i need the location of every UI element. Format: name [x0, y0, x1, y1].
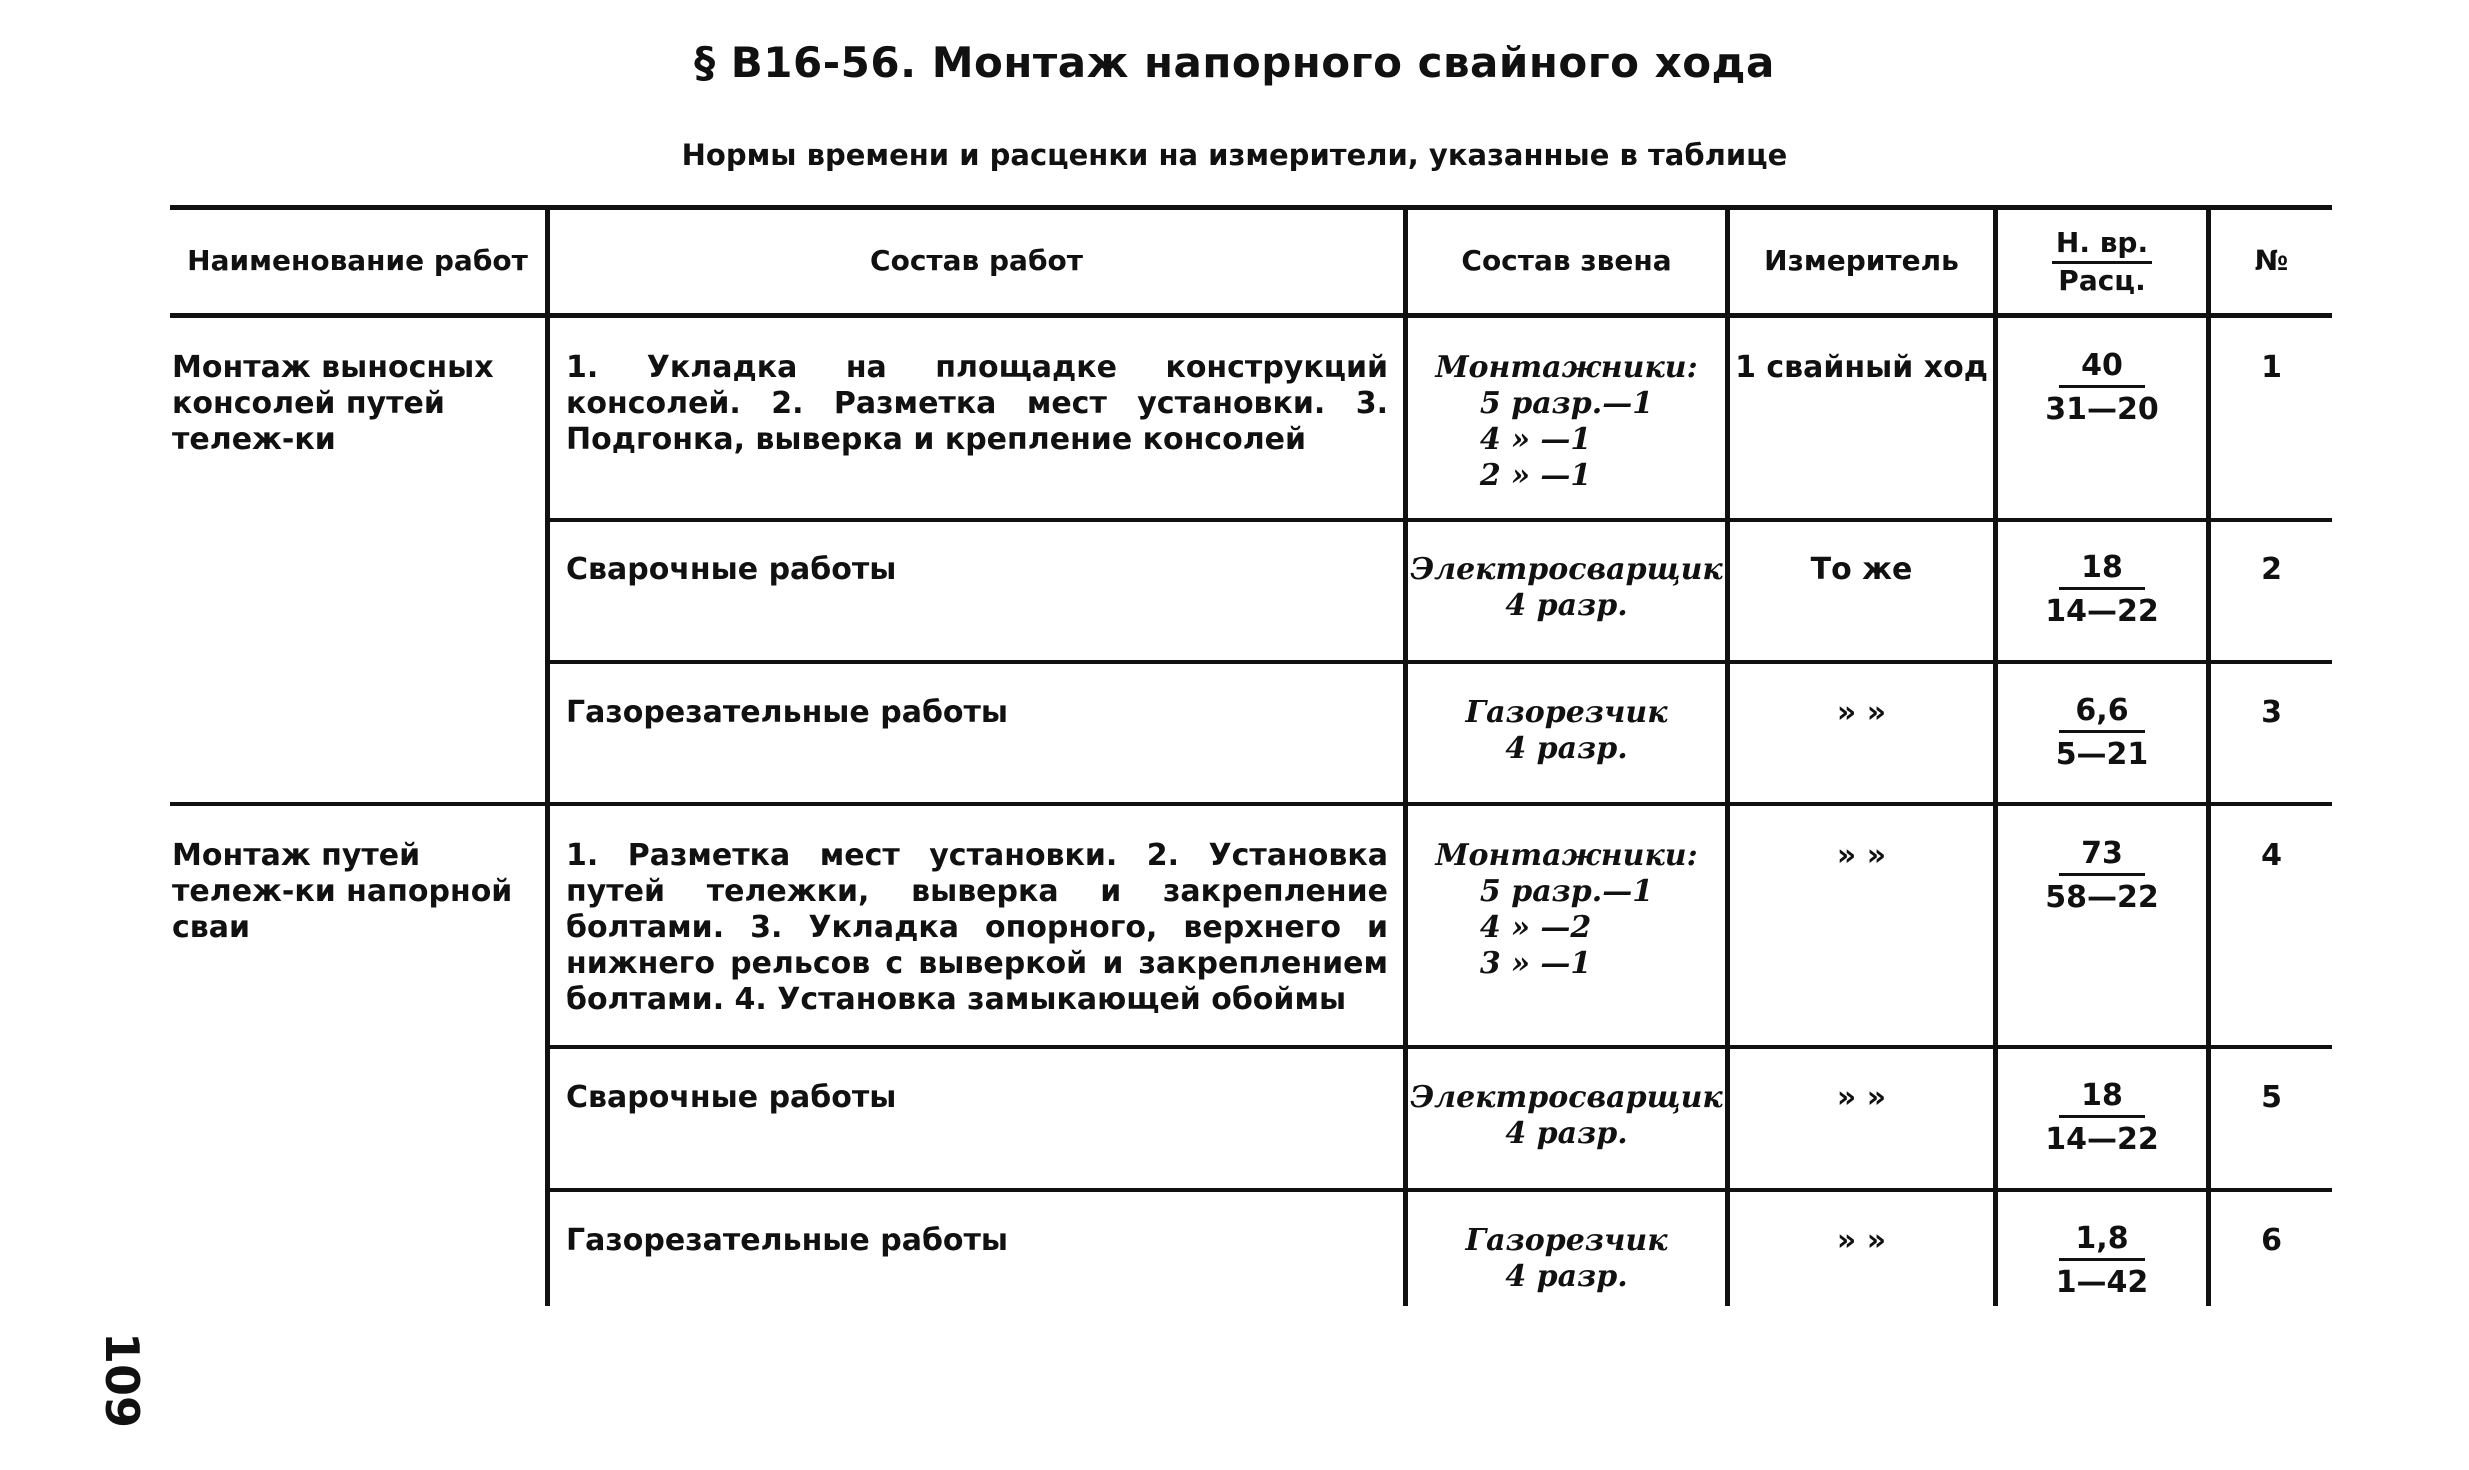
- row-3-crew-line: 4 разр.: [1505, 731, 1628, 766]
- row-2-crew-title: Электросварщик: [1410, 552, 1723, 587]
- row-rule-5: [550, 1188, 2332, 1192]
- row-3-norm-rate: [1998, 693, 2206, 772]
- header-norm: Н. вр.: [2052, 226, 2152, 264]
- row-1-crew-line: 5 разр.—1: [1479, 386, 1654, 421]
- row-1-crew: [1408, 350, 1725, 494]
- col-rule-1: [545, 208, 550, 1306]
- row-rule-1: [550, 518, 2332, 522]
- row-4-crew-line: 5 разр.—1: [1479, 874, 1654, 909]
- row-6-norm-rate: [1998, 1221, 2206, 1300]
- row-5-norm-rate: [1998, 1078, 2206, 1157]
- row-6-meter: » »: [1836, 1223, 1887, 1258]
- row-5-crew-title: Электросварщик: [1410, 1080, 1723, 1115]
- row-4-crew-line: 4 » —2: [1479, 910, 1592, 945]
- header-meter: Измеритель: [1764, 244, 1959, 277]
- row-4-composition: 1. Разметка мест установки. 2. Установка путей тележки, выверка и закрепление болтами. 3. Укладка опорного, верхнего и нижнего рельсов с выверкой и закреплением болтами. 4. Установка замыкающей обоймы: [566, 838, 1388, 1017]
- row-5-crew: [1408, 1080, 1725, 1152]
- row-3-meter: » »: [1836, 695, 1887, 730]
- row-1-crew-line: 2 » —1: [1479, 458, 1592, 493]
- header-work-name: Наименование работ: [187, 244, 528, 277]
- row-1-norm-rate: [1998, 348, 2206, 427]
- row-6-crew-title: Газорезчик: [1465, 1223, 1668, 1258]
- group-rule: [170, 802, 2332, 806]
- page-number: 109: [95, 1331, 149, 1429]
- row-6-crew-line: 4 разр.: [1505, 1259, 1628, 1294]
- row-3-norm: 6,6: [2059, 693, 2145, 733]
- header-norm-rate: [1998, 226, 2206, 297]
- row-2-norm: 18: [2059, 550, 2145, 590]
- row-4-crew-title: Монтажники:: [1435, 838, 1698, 873]
- row-6-number: 6: [2261, 1223, 2282, 1258]
- table-subtitle: Нормы времени и расценки на измерители, указанные в таблице: [681, 138, 1788, 172]
- row-5-rate: 14—22: [2045, 1122, 2159, 1157]
- row-3-crew-title: Газорезчик: [1465, 695, 1668, 730]
- row-1-norm: 40: [2059, 348, 2145, 388]
- row-4-norm-rate: [1998, 836, 2206, 915]
- table-top-rule: [170, 205, 2332, 210]
- row-2-number: 2: [2261, 552, 2282, 587]
- header-crew: Состав звена: [1461, 244, 1672, 277]
- header-number: №: [2254, 244, 2289, 277]
- row-4-crew: [1408, 838, 1725, 982]
- row-rule-2: [550, 660, 2332, 664]
- row-6-norm: 1,8: [2059, 1221, 2145, 1261]
- row-3-rate: 5—21: [2055, 737, 2149, 772]
- row-1-crew-line: 4 » —1: [1479, 422, 1592, 457]
- section-title: § В16-56. Монтаж напорного свайного хода: [694, 38, 1775, 87]
- header-bottom-rule: [170, 313, 2332, 318]
- row-4-norm: 73: [2059, 836, 2145, 876]
- row-1-composition: 1. Укладка на площадке конструкций консолей. 2. Разметка мест установки. 3. Подгонка, выверка и крепление консолей: [566, 350, 1388, 457]
- row-4-meter: » »: [1836, 838, 1887, 873]
- row-2-meter: То же: [1810, 552, 1913, 587]
- row-2-rate: 14—22: [2045, 594, 2159, 629]
- row-2-composition: Сварочные работы: [566, 552, 897, 587]
- row-2-crew-line: 4 разр.: [1505, 588, 1628, 623]
- row-6-rate: 1—42: [2055, 1265, 2149, 1300]
- row-5-norm: 18: [2059, 1078, 2145, 1118]
- group-name-2: Монтаж путей тележ-ки напорной сваи: [172, 838, 513, 945]
- header-rate: Расц.: [2058, 264, 2146, 297]
- row-6-crew: [1408, 1223, 1725, 1295]
- row-5-meter: » »: [1836, 1080, 1887, 1115]
- group-name-1: Монтаж выносных консолей путей тележ-ки: [172, 350, 494, 457]
- row-1-number: 1: [2261, 350, 2282, 385]
- row-3-number: 3: [2261, 695, 2282, 730]
- row-rule-4: [550, 1045, 2332, 1049]
- row-3-composition: Газорезательные работы: [566, 695, 1009, 730]
- row-3-crew: [1408, 695, 1725, 767]
- row-6-composition: Газорезательные работы: [566, 1223, 1009, 1258]
- row-4-number: 4: [2261, 838, 2282, 873]
- row-5-composition: Сварочные работы: [566, 1080, 897, 1115]
- row-1-meter: 1 свайный ход: [1735, 350, 1988, 385]
- row-2-crew: [1408, 552, 1725, 624]
- row-5-number: 5: [2261, 1080, 2282, 1115]
- header-composition: Состав работ: [870, 244, 1083, 277]
- row-2-norm-rate: [1998, 550, 2206, 629]
- row-4-rate: 58—22: [2045, 880, 2159, 915]
- row-1-rate: 31—20: [2045, 392, 2159, 427]
- row-4-crew-line: 3 » —1: [1479, 946, 1592, 981]
- row-5-crew-line: 4 разр.: [1505, 1116, 1628, 1151]
- row-1-crew-title: Монтажники:: [1435, 350, 1698, 385]
